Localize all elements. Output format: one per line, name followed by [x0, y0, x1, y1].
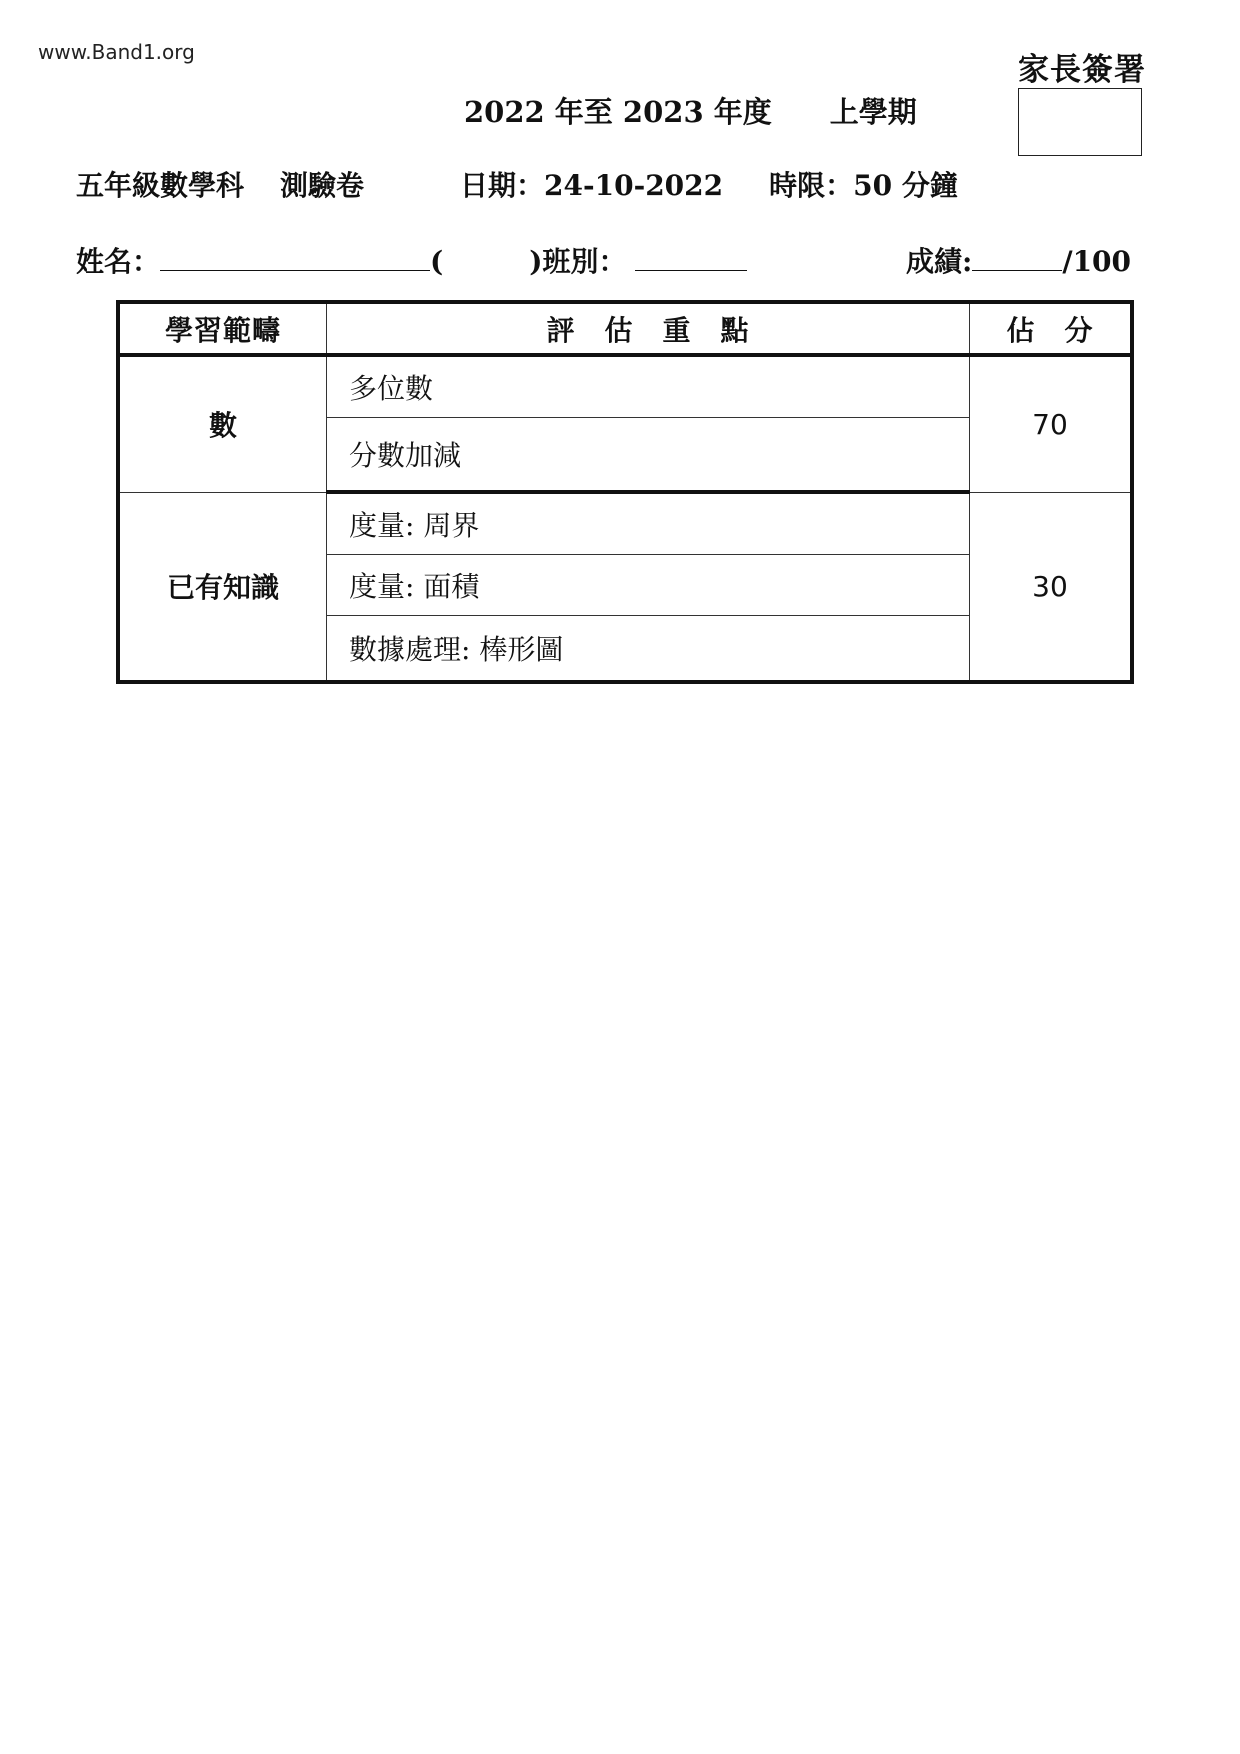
score-line — [906, 240, 1131, 280]
class-blank[interactable] — [635, 248, 747, 271]
assessment-focus: 數據處理: 棒形圖 — [327, 616, 970, 683]
score-label: 成績: — [906, 245, 973, 278]
subject-line — [76, 164, 958, 204]
header-learning-area: 學習範疇 — [118, 302, 327, 355]
time-limit: 時限：50 分鐘 — [769, 169, 958, 202]
learning-area: 已有知識 — [118, 492, 327, 682]
marks-value: 30 — [970, 492, 1133, 682]
school-year-line — [464, 90, 917, 131]
name-label: 姓名： — [76, 245, 161, 278]
assessment-focus: 分數加減 — [327, 418, 970, 493]
score-blank[interactable] — [972, 248, 1062, 271]
site-watermark: www.Band1.org — [38, 40, 195, 64]
parent-signature-box[interactable] — [1018, 88, 1142, 156]
student-info-line — [76, 240, 747, 280]
number-open: ( — [430, 245, 444, 278]
test-date: 日期：24-10-2022 — [460, 169, 724, 202]
term: 上學期 — [829, 95, 917, 129]
name-blank[interactable] — [160, 248, 430, 271]
subject: 五年級數學科 — [76, 169, 245, 202]
table-header-row — [118, 302, 1132, 355]
parent-signature-label: 家長簽署 — [1018, 52, 1146, 88]
assessment-focus: 度量: 周界 — [327, 492, 970, 555]
score-total: /100 — [1062, 245, 1132, 278]
marks-value: 70 — [970, 355, 1133, 492]
class-label: )班別： — [529, 245, 627, 278]
assessment-focus: 多位數 — [327, 355, 970, 418]
paper-type: 測驗卷 — [280, 169, 365, 202]
header-marks: 佔 分 — [970, 302, 1133, 355]
assessment-focus: 度量: 面積 — [327, 555, 970, 616]
learning-area: 數 — [118, 355, 327, 492]
assessment-table — [116, 300, 1134, 684]
school-year: 2022 年至 2023 年度 — [464, 95, 772, 129]
table-row — [118, 355, 1132, 418]
table-row — [118, 492, 1132, 555]
header-assessment-focus: 評 估 重 點 — [327, 302, 970, 355]
